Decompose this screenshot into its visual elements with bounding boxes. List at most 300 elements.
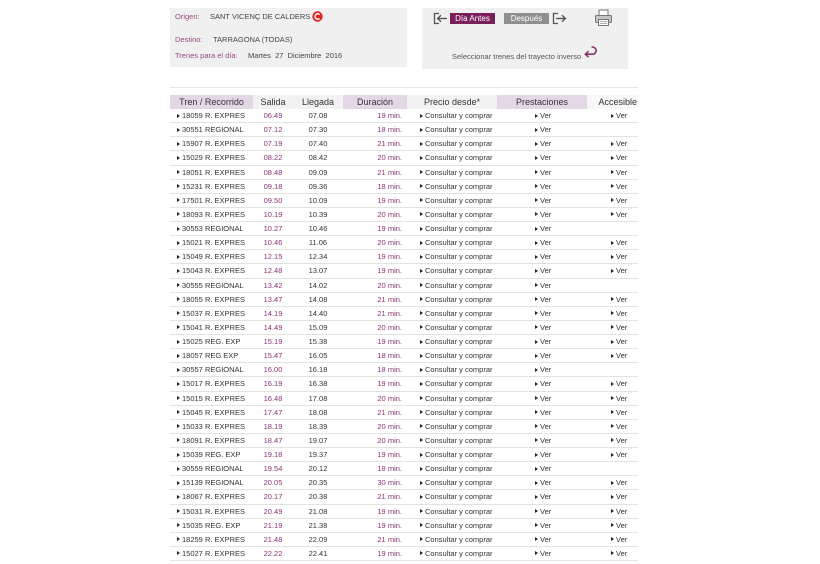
arrow-right-icon <box>177 523 180 527</box>
services-cell <box>497 547 587 560</box>
services-link[interactable] <box>535 337 551 346</box>
train-route-link[interactable] <box>177 168 245 177</box>
arrival-time: 10.46 <box>308 224 328 234</box>
train-cell <box>170 236 253 249</box>
services-link[interactable] <box>535 351 551 360</box>
accessibility-link-text: Ver <box>616 238 628 248</box>
price-cell <box>407 208 497 221</box>
departure-time: 20.17 <box>263 492 283 502</box>
train-route-link[interactable] <box>177 224 244 233</box>
buy-ticket-link[interactable] <box>420 111 493 120</box>
train-row <box>170 392 638 406</box>
buy-ticket-link[interactable] <box>420 238 493 247</box>
buy-ticket-link[interactable] <box>420 337 493 346</box>
arrow-right-icon <box>535 255 538 259</box>
train-route-link[interactable] <box>177 521 240 530</box>
buy-ticket-link[interactable] <box>420 365 493 374</box>
train-route-link[interactable] <box>177 507 245 516</box>
arrow-right-icon <box>611 340 614 344</box>
train-row <box>170 490 638 504</box>
previous-day-button[interactable]: Día Antes <box>450 13 495 24</box>
arrival-time: 16.18 <box>308 365 328 375</box>
accessibility-link[interactable] <box>611 507 627 516</box>
arrow-right-icon <box>611 184 614 188</box>
train-route-link[interactable] <box>177 464 244 473</box>
services-link[interactable] <box>535 492 551 501</box>
buy-ticket-link[interactable] <box>420 139 493 148</box>
arrival-time: 08.42 <box>308 153 328 163</box>
accessibility-link[interactable] <box>611 153 627 162</box>
train-cell <box>170 123 253 136</box>
arrow-right-icon <box>420 198 423 202</box>
accessibility-link-text: Ver <box>616 520 628 530</box>
buy-ticket-link[interactable] <box>420 549 493 558</box>
accessibility-link[interactable] <box>611 394 627 403</box>
train-route-link[interactable] <box>177 365 244 374</box>
buy-ticket-link-text: Consultar y comprar <box>425 492 493 502</box>
arrow-right-icon <box>535 241 538 245</box>
train-route-link[interactable] <box>177 295 245 304</box>
arrow-right-icon <box>177 410 180 414</box>
accessibility-link[interactable] <box>611 549 627 558</box>
arrow-right-icon <box>611 424 614 428</box>
train-route-link-text: 18059 R. EXPRES <box>182 111 245 121</box>
price-cell <box>407 166 497 179</box>
train-cell <box>170 392 253 405</box>
services-link-text: Ver <box>540 464 552 474</box>
train-route-link-text: 30553 REGIONAL <box>182 224 244 234</box>
arrow-right-icon <box>611 170 614 174</box>
buy-ticket-link[interactable] <box>420 422 493 431</box>
arrival-time: 20.38 <box>308 492 328 502</box>
services-cell <box>497 194 587 207</box>
arrival-time: 07.30 <box>308 125 328 135</box>
train-cell <box>170 194 253 207</box>
arrow-right-icon <box>177 227 180 231</box>
return-arrow-icon[interactable] <box>583 45 597 60</box>
services-link[interactable] <box>535 224 551 233</box>
train-route-link-text: 15029 R. EXPRES <box>182 153 245 163</box>
train-route-link-text: 15031 R. EXPRES <box>182 506 245 516</box>
arrow-right-icon <box>177 297 180 301</box>
trip-duration: 21 min. <box>377 308 402 318</box>
services-link[interactable] <box>535 422 551 431</box>
train-cell <box>170 335 253 348</box>
train-cell <box>170 166 253 179</box>
price-cell <box>407 519 497 532</box>
arrow-right-icon <box>420 537 423 541</box>
next-day-button[interactable]: Después <box>504 13 549 24</box>
accessibility-link-text: Ver <box>616 111 628 121</box>
buy-ticket-link[interactable] <box>420 492 493 501</box>
train-route-link[interactable] <box>177 408 245 417</box>
train-route-link[interactable] <box>177 281 244 290</box>
header-accessible: Accesible <box>587 95 638 109</box>
train-route-link-text: 15043 R. EXPRES <box>182 266 245 276</box>
train-route-link-text: 15033 R. EXPRES <box>182 421 245 431</box>
accessibility-cell <box>587 109 638 122</box>
price-cell <box>407 434 497 447</box>
arrow-right-icon <box>420 241 423 245</box>
buy-ticket-link-text: Consultar y comprar <box>425 322 493 332</box>
accessibility-link[interactable] <box>611 478 627 487</box>
trip-duration: 21 min. <box>377 534 402 544</box>
buy-ticket-link-text: Consultar y comprar <box>425 393 493 403</box>
services-link[interactable] <box>535 281 551 290</box>
timetable-header <box>170 95 638 109</box>
arrow-right-icon <box>177 340 180 344</box>
buy-ticket-link[interactable] <box>420 521 493 530</box>
accessibility-cell <box>587 279 638 292</box>
price-cell <box>407 420 497 433</box>
arrival-time: 09.36 <box>308 181 328 191</box>
buy-ticket-link[interactable] <box>420 323 493 332</box>
services-link[interactable] <box>535 408 551 417</box>
train-route-link[interactable] <box>177 436 245 445</box>
accessibility-link[interactable] <box>611 238 627 247</box>
buy-ticket-link[interactable] <box>420 224 493 233</box>
accessibility-link[interactable] <box>611 408 627 417</box>
arrow-right-icon <box>420 481 423 485</box>
trip-duration: 19 min. <box>377 337 402 347</box>
arrow-right-icon <box>420 311 423 315</box>
accessibility-link[interactable] <box>611 182 627 191</box>
services-cell <box>497 363 587 376</box>
buy-ticket-link-text: Consultar y comprar <box>425 266 493 276</box>
buy-ticket-link-text: Consultar y comprar <box>425 351 493 361</box>
accessibility-link[interactable] <box>611 252 627 261</box>
train-route-link[interactable] <box>177 351 238 360</box>
reverse-trip-link[interactable]: Seleccionar trenes del trayecto inverso <box>452 52 582 61</box>
price-cell <box>407 335 497 348</box>
accessibility-cell <box>587 420 638 433</box>
arrow-right-icon <box>177 396 180 400</box>
trip-duration: 19 min. <box>377 111 402 121</box>
train-route-link[interactable] <box>177 182 245 191</box>
arrival-time: 07.40 <box>308 139 328 149</box>
train-route-link[interactable] <box>177 309 245 318</box>
buy-ticket-link-text: Consultar y comprar <box>425 280 493 290</box>
printer-icon[interactable] <box>594 9 613 27</box>
price-cell <box>407 533 497 546</box>
services-cell <box>497 222 587 235</box>
buy-ticket-link[interactable] <box>420 281 493 290</box>
sign-out-icon[interactable] <box>552 12 567 25</box>
trip-duration: 18 min. <box>377 181 402 191</box>
services-link[interactable] <box>535 521 551 530</box>
train-route-link[interactable] <box>177 252 245 261</box>
accessibility-link[interactable] <box>611 139 627 148</box>
section-divider <box>170 87 638 88</box>
buy-ticket-link[interactable] <box>420 309 493 318</box>
accessibility-cell <box>587 180 638 193</box>
arrow-right-icon <box>535 283 538 287</box>
trip-duration: 19 min. <box>377 450 402 460</box>
train-cell <box>170 208 253 221</box>
accessibility-link[interactable] <box>611 351 627 360</box>
accessibility-link[interactable] <box>611 323 627 332</box>
services-link[interactable] <box>535 210 551 219</box>
buy-ticket-link[interactable] <box>420 153 493 162</box>
arrow-right-icon <box>420 424 423 428</box>
train-route-link[interactable] <box>177 196 245 205</box>
accessibility-link[interactable] <box>611 196 627 205</box>
price-cell <box>407 505 497 518</box>
buy-ticket-link-text: Consultar y comprar <box>425 181 493 191</box>
train-route-link[interactable] <box>177 478 244 487</box>
services-link[interactable] <box>535 507 551 516</box>
accessibility-link[interactable] <box>611 309 627 318</box>
train-row <box>170 236 638 250</box>
arrow-right-icon <box>611 410 614 414</box>
train-cell <box>170 250 253 263</box>
services-link[interactable] <box>535 394 551 403</box>
accessibility-link-text: Ver <box>616 167 628 177</box>
services-cell <box>497 236 587 249</box>
accessibility-link[interactable] <box>611 521 627 530</box>
services-link-text: Ver <box>540 181 552 191</box>
services-link[interactable] <box>535 295 551 304</box>
departure-time: 06.49 <box>263 111 283 121</box>
services-cell <box>497 349 587 362</box>
services-link[interactable] <box>535 111 551 120</box>
arrow-right-icon <box>535 481 538 485</box>
arrow-right-icon <box>611 382 614 386</box>
header-departure: Salida <box>253 95 293 109</box>
arrival-time: 12.34 <box>308 252 328 262</box>
train-cell <box>170 476 253 489</box>
buy-ticket-link[interactable] <box>420 478 493 487</box>
train-route-link[interactable] <box>177 535 245 544</box>
sign-in-icon[interactable] <box>433 12 448 25</box>
arrow-right-icon <box>611 198 614 202</box>
accessibility-link-text: Ver <box>616 266 628 276</box>
services-link[interactable] <box>535 549 551 558</box>
arrow-right-icon <box>420 340 423 344</box>
buy-ticket-link-text: Consultar y comprar <box>425 435 493 445</box>
services-link-text: Ver <box>540 351 552 361</box>
services-link[interactable] <box>535 196 551 205</box>
buy-ticket-link[interactable] <box>420 351 493 360</box>
services-link[interactable] <box>535 323 551 332</box>
train-row <box>170 321 638 335</box>
buy-ticket-link[interactable] <box>420 196 493 205</box>
train-route-link[interactable] <box>177 125 244 134</box>
services-cell <box>497 321 587 334</box>
train-route-link[interactable] <box>177 492 245 501</box>
accessibility-link[interactable] <box>611 168 627 177</box>
accessibility-cell <box>587 392 638 405</box>
accessibility-link[interactable] <box>611 535 627 544</box>
train-route-link[interactable] <box>177 379 245 388</box>
arrow-right-icon <box>177 325 180 329</box>
services-link[interactable] <box>535 379 551 388</box>
services-link-text: Ver <box>540 252 552 262</box>
train-route-link[interactable] <box>177 337 240 346</box>
train-route-link[interactable] <box>177 422 245 431</box>
price-cell <box>407 194 497 207</box>
price-cell <box>407 307 497 320</box>
departure-time: 14.19 <box>263 308 283 318</box>
train-cell <box>170 434 253 447</box>
train-route-link[interactable] <box>177 238 245 247</box>
services-cell <box>497 392 587 405</box>
price-cell <box>407 279 497 292</box>
services-cell <box>497 264 587 277</box>
services-link[interactable] <box>535 153 551 162</box>
services-link[interactable] <box>535 535 551 544</box>
train-route-link-text: 15139 REGIONAL <box>182 478 244 488</box>
services-link-text: Ver <box>540 379 552 389</box>
services-link-text: Ver <box>540 407 552 417</box>
origin-value: SANT VICENÇ DE CALDERS <box>210 12 311 21</box>
accessibility-link[interactable] <box>611 266 627 275</box>
buy-ticket-link[interactable] <box>420 182 493 191</box>
arrow-right-icon <box>177 156 180 160</box>
buy-ticket-link[interactable] <box>420 125 493 134</box>
train-route-link[interactable] <box>177 153 245 162</box>
buy-ticket-link-text: Consultar y comprar <box>425 450 493 460</box>
buy-ticket-link[interactable] <box>420 295 493 304</box>
services-link-text: Ver <box>540 139 552 149</box>
buy-ticket-link[interactable] <box>420 464 493 473</box>
services-link-text: Ver <box>540 450 552 460</box>
accessibility-link-text: Ver <box>616 153 628 163</box>
services-link-text: Ver <box>540 294 552 304</box>
price-cell <box>407 547 497 560</box>
services-link[interactable] <box>535 139 551 148</box>
services-link[interactable] <box>535 238 551 247</box>
services-link-text: Ver <box>540 506 552 516</box>
accessibility-link-text: Ver <box>616 435 628 445</box>
accessibility-cell <box>587 519 638 532</box>
train-route-link[interactable] <box>177 139 245 148</box>
arrow-right-icon <box>535 382 538 386</box>
services-cell <box>497 307 587 320</box>
buy-ticket-link[interactable] <box>420 436 493 445</box>
arrow-right-icon <box>177 142 180 146</box>
services-link-text: Ver <box>540 308 552 318</box>
train-route-link[interactable] <box>177 266 245 275</box>
departure-time: 10.19 <box>263 209 283 219</box>
buy-ticket-link[interactable] <box>420 450 493 459</box>
services-link[interactable] <box>535 266 551 275</box>
arrow-right-icon <box>535 537 538 541</box>
accessibility-link[interactable] <box>611 210 627 219</box>
buy-ticket-link[interactable] <box>420 252 493 261</box>
train-cell <box>170 505 253 518</box>
train-row <box>170 307 638 321</box>
arrow-right-icon <box>420 551 423 555</box>
accessibility-link[interactable] <box>611 436 627 445</box>
departure-time: 16.00 <box>263 365 283 375</box>
services-link-text: Ver <box>540 167 552 177</box>
arrow-right-icon <box>535 170 538 174</box>
train-route-link-text: 30557 REGIONAL <box>182 365 244 375</box>
train-route-link[interactable] <box>177 549 245 558</box>
services-link[interactable] <box>535 309 551 318</box>
train-cell <box>170 279 253 292</box>
arrow-right-icon <box>177 467 180 471</box>
services-link[interactable] <box>535 252 551 261</box>
train-route-link[interactable] <box>177 111 245 120</box>
buy-ticket-link[interactable] <box>420 168 493 177</box>
accessibility-cell <box>587 547 638 560</box>
services-link-text: Ver <box>540 266 552 276</box>
timetable <box>170 95 638 561</box>
services-link-text: Ver <box>540 238 552 248</box>
services-link[interactable] <box>535 478 551 487</box>
train-route-link[interactable] <box>177 450 240 459</box>
accessibility-link-text: Ver <box>616 139 628 149</box>
train-route-link[interactable] <box>177 394 245 403</box>
arrow-right-icon <box>177 128 180 132</box>
train-row <box>170 349 638 363</box>
arrow-right-icon <box>420 453 423 457</box>
buy-ticket-link-text: Consultar y comprar <box>425 337 493 347</box>
buy-ticket-link[interactable] <box>420 507 493 516</box>
accessibility-cell <box>587 222 638 235</box>
price-cell <box>407 123 497 136</box>
accessibility-link[interactable] <box>611 337 627 346</box>
arrow-right-icon <box>177 537 180 541</box>
services-link[interactable] <box>535 450 551 459</box>
accessibility-link-text: Ver <box>616 492 628 502</box>
train-cell <box>170 264 253 277</box>
accessibility-link[interactable] <box>611 450 627 459</box>
accessibility-link[interactable] <box>611 422 627 431</box>
arrow-right-icon <box>611 453 614 457</box>
services-link[interactable] <box>535 365 551 374</box>
arrow-right-icon <box>420 283 423 287</box>
arrow-right-icon <box>177 509 180 513</box>
services-link[interactable] <box>535 168 551 177</box>
services-link[interactable] <box>535 125 551 134</box>
departure-time: 09.18 <box>263 181 283 191</box>
arrow-right-icon <box>611 495 614 499</box>
services-link[interactable] <box>535 436 551 445</box>
services-cell <box>497 448 587 461</box>
arrow-right-icon <box>535 453 538 457</box>
accessibility-cell <box>587 321 638 334</box>
train-row <box>170 533 638 547</box>
accessibility-link[interactable] <box>611 379 627 388</box>
departure-time: 07.12 <box>263 125 283 135</box>
search-summary-panel <box>170 8 407 67</box>
accessibility-link[interactable] <box>611 111 627 120</box>
arrow-right-icon <box>177 354 180 358</box>
train-route-link[interactable] <box>177 323 245 332</box>
buy-ticket-link[interactable] <box>420 408 493 417</box>
services-link[interactable] <box>535 464 551 473</box>
services-link[interactable] <box>535 182 551 191</box>
buy-ticket-link[interactable] <box>420 535 493 544</box>
train-route-link-text: 18051 R. EXPRES <box>182 167 245 177</box>
arrow-right-icon <box>611 438 614 442</box>
services-cell <box>497 505 587 518</box>
train-route-link-text: 18093 R. EXPRES <box>182 209 245 219</box>
train-route-link[interactable] <box>177 210 245 219</box>
accessibility-link-text: Ver <box>616 308 628 318</box>
buy-ticket-link[interactable] <box>420 266 493 275</box>
accessibility-link[interactable] <box>611 492 627 501</box>
departure-time: 08.48 <box>263 167 283 177</box>
accessibility-link[interactable] <box>611 295 627 304</box>
buy-ticket-link[interactable] <box>420 394 493 403</box>
buy-ticket-link[interactable] <box>420 210 493 219</box>
buy-ticket-link-text: Consultar y comprar <box>425 421 493 431</box>
buy-ticket-link[interactable] <box>420 379 493 388</box>
